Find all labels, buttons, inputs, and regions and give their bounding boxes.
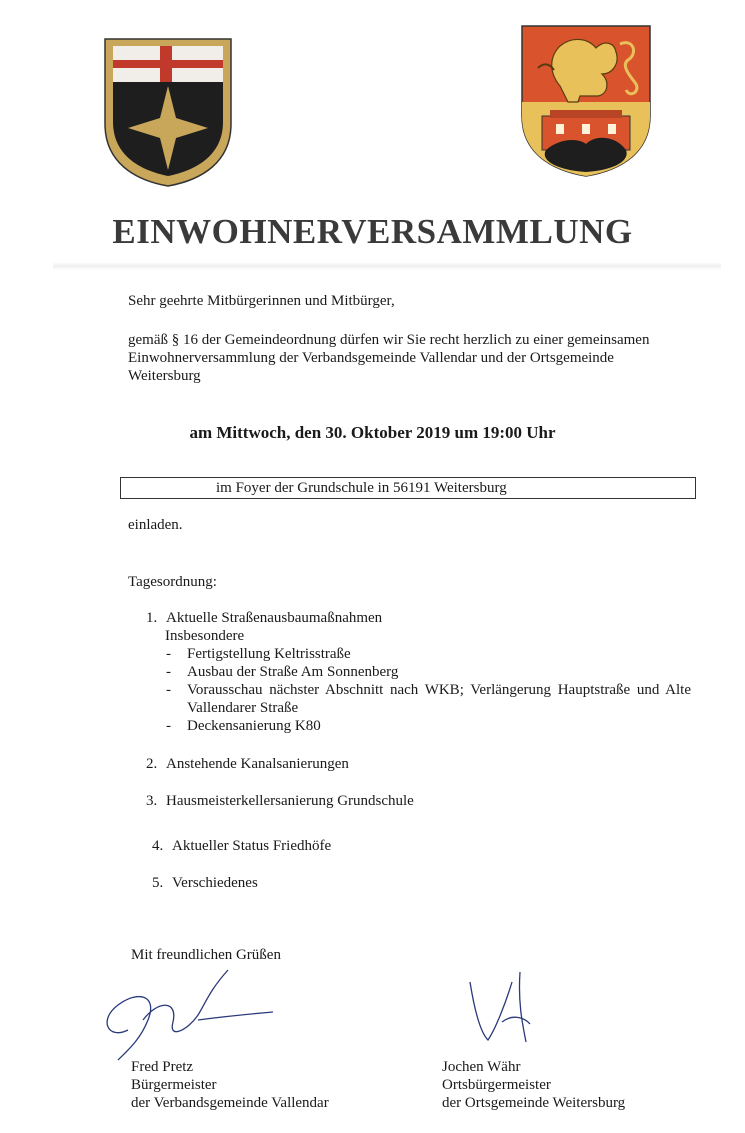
bullet-text: Ausbau der Straße Am Sonnenberg [187, 664, 399, 680]
agenda-number: 3. [146, 793, 158, 809]
agenda-item [146, 609, 382, 627]
agenda-number: 1. [146, 610, 158, 626]
meeting-date: am Mittwoch, den 30. Oktober 2019 um 19:00 Uhr [189, 423, 556, 442]
agenda-bullet [166, 663, 691, 681]
signature-waehr-icon [460, 962, 550, 1052]
agenda-item [146, 755, 349, 773]
invite-text: einladen. [128, 517, 183, 533]
closing-text: Mit freundlichen Grüßen [131, 947, 281, 963]
agenda-label: Hausmeisterkellersanierung Grundschule [166, 793, 414, 809]
intro-line: Weitersburg [128, 368, 201, 384]
bullet-dash: - [166, 682, 171, 698]
signatory-name: Fred Pretz [131, 1059, 194, 1075]
salutation: Sehr geehrte Mitbürgerinnen und Mitbürger, [128, 293, 395, 309]
signatory-right [442, 1058, 625, 1112]
agenda-number: 5. [152, 875, 164, 891]
signatory-name: Jochen Währ [442, 1059, 521, 1075]
bullet-text: Fertigstellung Keltrisstraße [187, 646, 351, 662]
bullet-dash: - [166, 718, 171, 734]
intro-line: Einwohnerversammlung der Verbandsgemeinde Vallendar und der Ortsgemeinde [128, 350, 614, 366]
agenda-bullet [166, 717, 691, 735]
scan-shadow [53, 262, 721, 270]
bullet-dash: - [166, 664, 171, 680]
agenda-number: 4. [152, 838, 164, 854]
agenda-item [146, 792, 414, 810]
signatory-org: der Verbandsgemeinde Vallendar [131, 1095, 329, 1111]
agenda-title: Tagesordnung: [128, 574, 217, 590]
agenda-item [152, 837, 331, 855]
bullet-dash: - [166, 646, 171, 662]
agenda-sub-heading: Insbesondere [165, 628, 245, 644]
bullet-text: Deckensanierung K80 [187, 718, 321, 734]
agenda-item [152, 874, 258, 892]
signatory-left [131, 1058, 329, 1112]
signatory-role: Ortsbürgermeister [442, 1077, 551, 1093]
agenda-label: Verschiedenes [172, 875, 258, 891]
agenda-label: Aktuelle Straßenausbaumaßnahmen [166, 610, 383, 626]
agenda-bullet [166, 645, 691, 663]
agenda-label: Anstehende Kanalsanierungen [166, 756, 349, 772]
intro-paragraph [128, 331, 690, 385]
intro-line: gemäß § 16 der Gemeindeordnung dürfen wir Sie recht herzlich zu einer gemeinsamen [128, 332, 650, 348]
agenda-number: 2. [146, 756, 158, 772]
signatory-org: der Ortsgemeinde Weitersburg [442, 1095, 626, 1111]
document-title: EINWOHNERVERSAMMLUNG [112, 212, 633, 251]
agenda-label: Aktueller Status Friedhöfe [172, 838, 332, 854]
signature-pretz-icon [88, 960, 288, 1070]
venue-text: im Foyer der Grundschule in 56191 Weitersburg [216, 480, 507, 496]
bullet-text: Vorausschau nächster Abschnitt nach WKB; Verlängerung Hauptstraße und Alte Vallendarer Straße [187, 682, 691, 716]
agenda-bullet [166, 681, 691, 717]
weitersburg-crest-icon [520, 24, 652, 178]
signatory-role: Bürgermeister [131, 1077, 217, 1093]
vallendar-crest-icon [102, 36, 234, 188]
